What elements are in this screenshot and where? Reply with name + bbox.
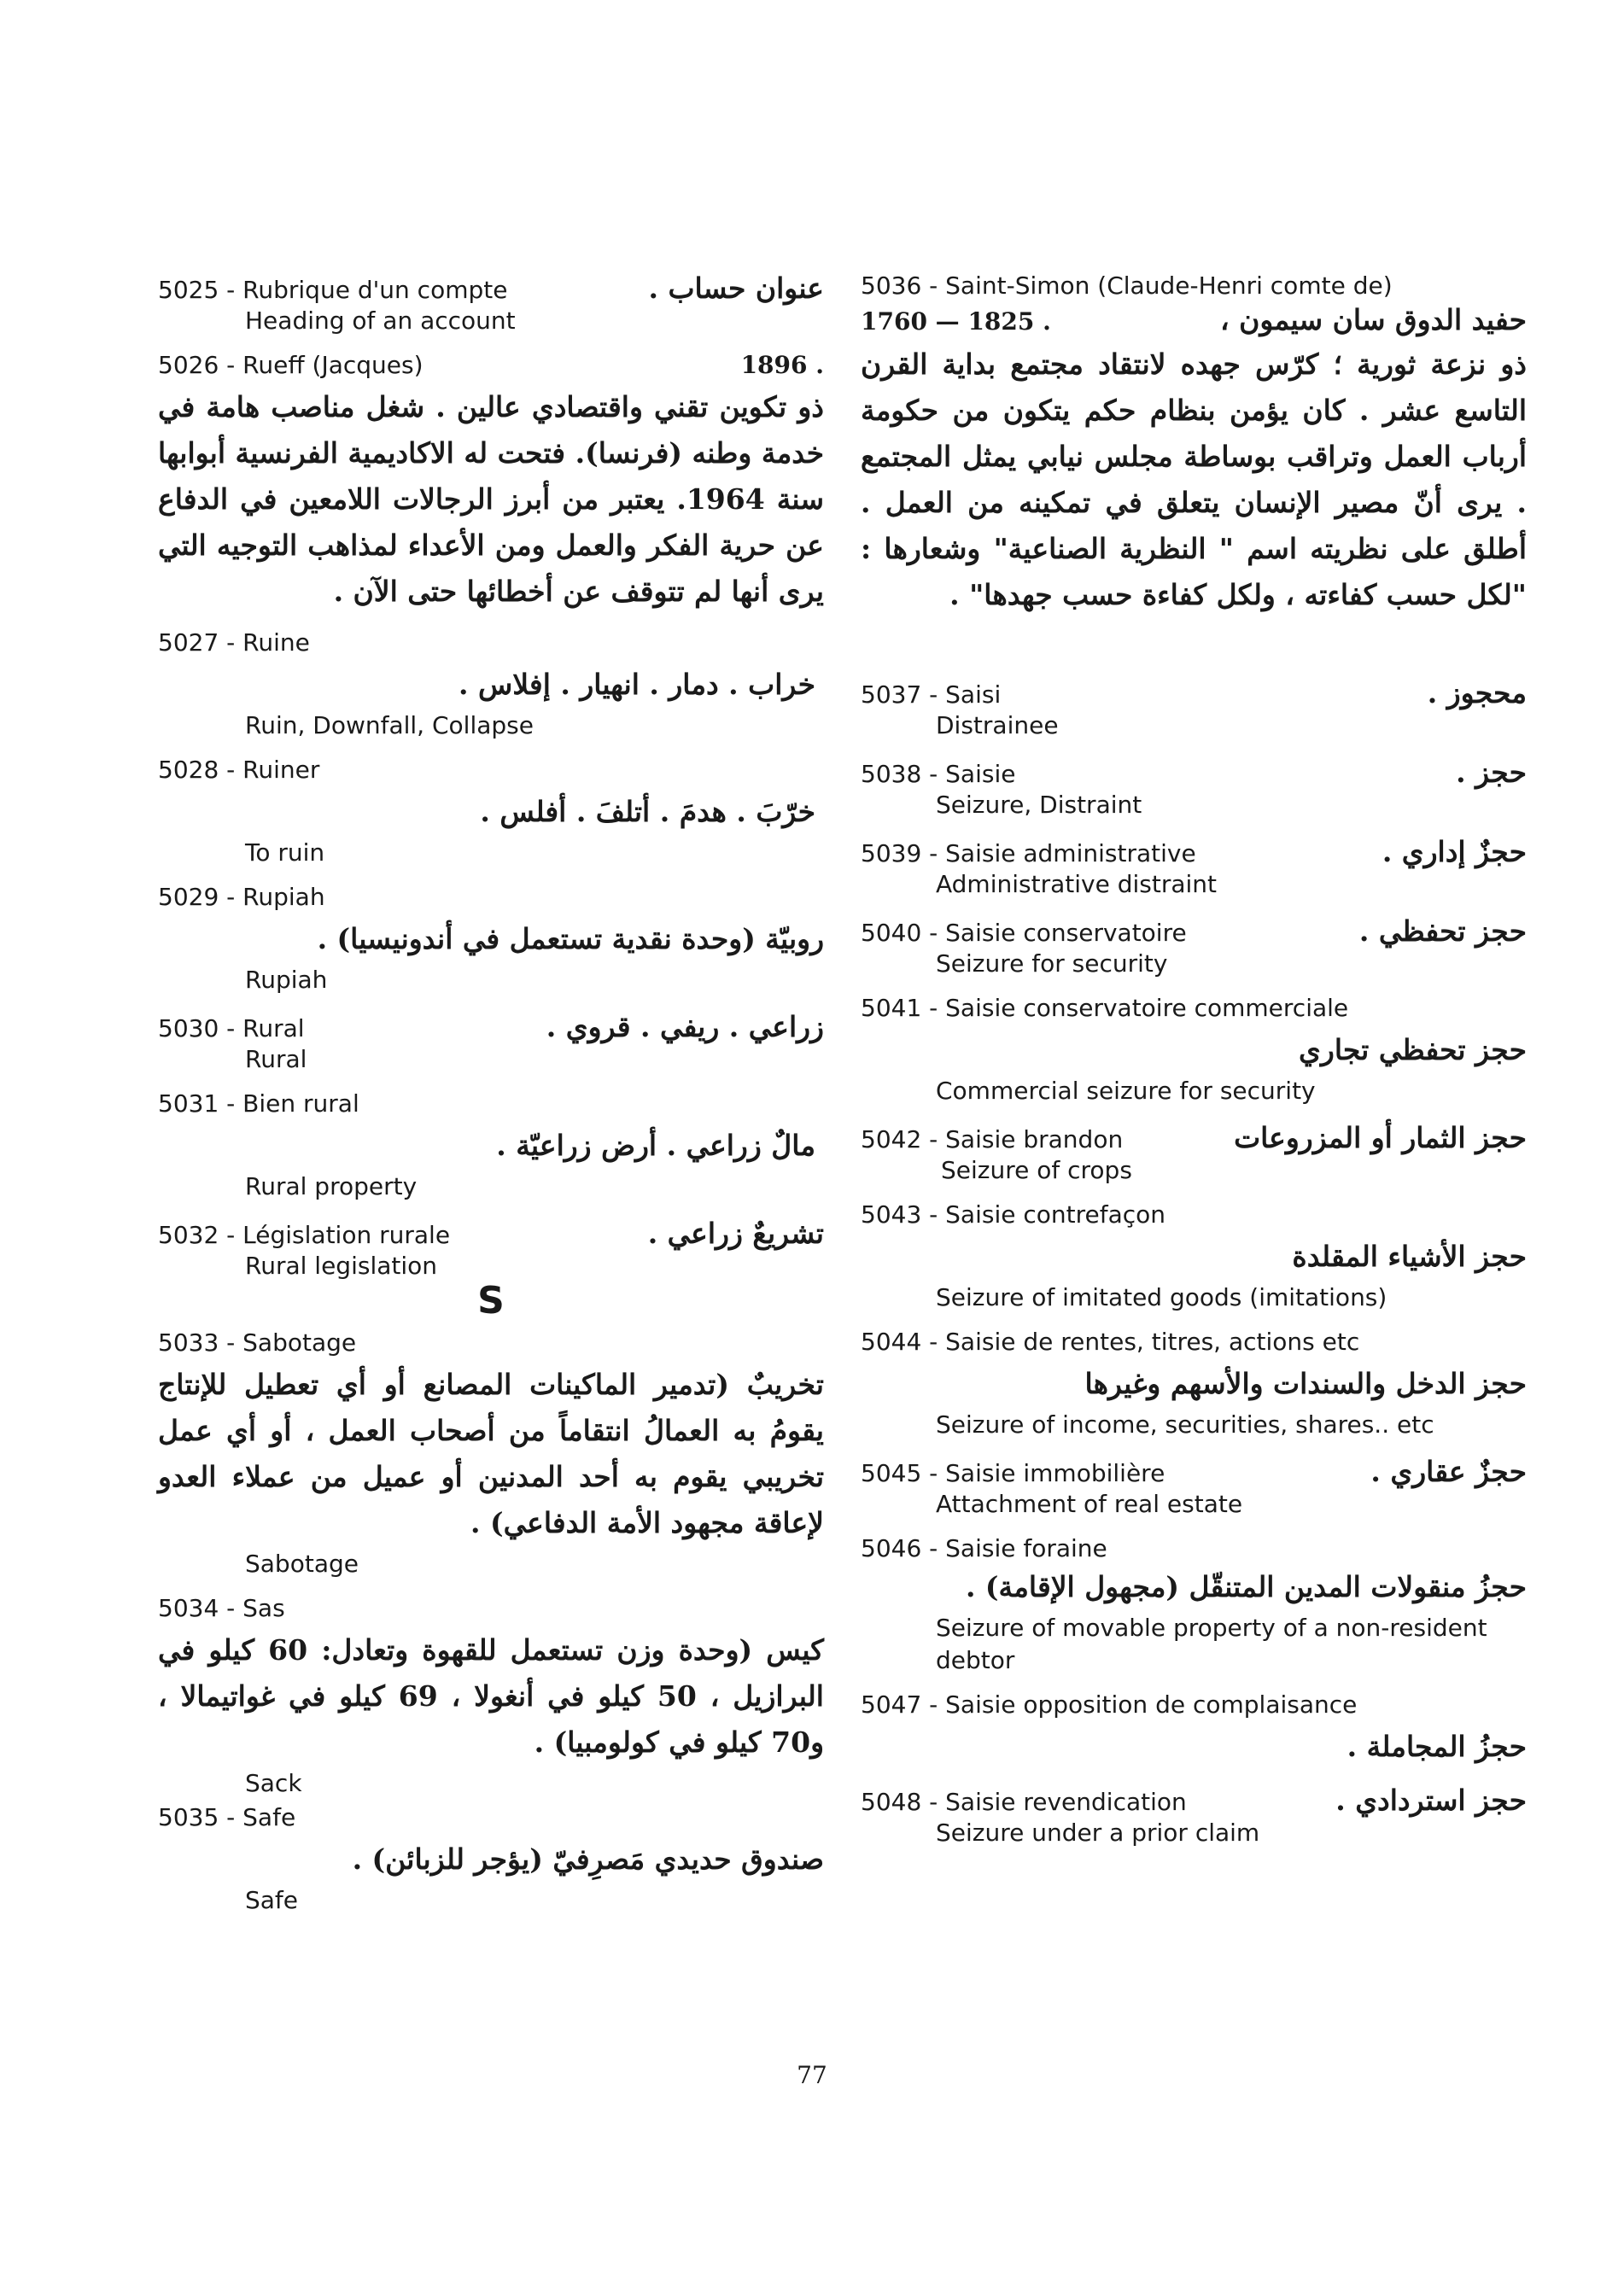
entry-arabic: حجز . bbox=[1456, 756, 1527, 789]
entry-english: Rural legislation bbox=[245, 1252, 438, 1280]
entry-arabic: حجز استردادي . bbox=[1335, 1784, 1527, 1817]
entry-term: 5026 - Rueff (Jacques) bbox=[158, 351, 424, 379]
entry-term: 5047 - Saisie opposition de complaisance bbox=[861, 1690, 1358, 1719]
entry-term: 5028 - Ruiner bbox=[158, 756, 320, 784]
entry-arabic: مالٌ زراعي . أرض زراعيّة . bbox=[496, 1129, 815, 1162]
entry-term: 5033 - Sabotage bbox=[158, 1328, 357, 1357]
spacer bbox=[861, 632, 1527, 676]
entry-5048 bbox=[861, 1784, 1527, 1849]
entry-term: 5025 - Rubrique d'un compte bbox=[158, 276, 508, 304]
entry-arabic: زراعي . ريفي . قروي . bbox=[546, 1010, 824, 1043]
entry-english: Seizure of imitated goods (imitations) bbox=[936, 1283, 1387, 1311]
entry-arabic: ذو تكوين تقني واقتصادي عالين . شغل مناصب هامة في خدمة وطنه (فرنسا). فتحت له الاكاديمية الفرنسية أبوابها سنة 1964. يعتبر من أبرز الرجالات اللامعين في الدفاع عن حرية الفكر والعمل ومن الأعداء لمذاهب التوجيه التي يرى أنها لم تتوقف عن أخطائها حتى الآن . bbox=[158, 390, 825, 608]
entry-term: 5030 - Rural bbox=[158, 1014, 305, 1042]
entry-arabic: عنوان حساب . bbox=[648, 272, 824, 305]
entry-arabic: حجز تحفظي تجاري bbox=[1299, 1033, 1527, 1066]
entry-term: 5027 - Ruine bbox=[158, 628, 310, 657]
entry-5036 bbox=[861, 272, 1527, 618]
entry-arabic: محجوز . bbox=[1427, 676, 1527, 709]
entry-english: Safe bbox=[245, 1886, 299, 1914]
entry-term: 5035 - Safe bbox=[158, 1803, 296, 1831]
page-number: 77 bbox=[797, 2061, 827, 2089]
entry-5028 bbox=[158, 756, 824, 869]
entry-english: Commercial seizure for security bbox=[936, 1077, 1316, 1105]
entry-5042 bbox=[861, 1121, 1527, 1187]
entry-arabic-head: حفيد الدوق سان سيمون ، bbox=[1220, 303, 1527, 336]
entry-5037 bbox=[861, 676, 1527, 742]
entry-arabic: كيس (وحدة وزن تستعمل للقهوة وتعادل: 60 كيلو في البرازيل ، 50 كيلو في أنغولا ، 69 كيلو في غواتيمالا ، و70 كيلو في كولومبيا) . bbox=[158, 1633, 824, 1759]
entry-english: Seizure of movable property of a non-resident debtor bbox=[936, 1614, 1487, 1674]
entry-term: 5043 - Saisie contrefaçon bbox=[861, 1200, 1166, 1229]
entry-5041 bbox=[861, 994, 1527, 1107]
entry-5046 bbox=[861, 1534, 1527, 1677]
entry-5047 bbox=[861, 1690, 1527, 1770]
entry-arabic: حجز الدخل والسندات والأسهم وغيرها bbox=[1084, 1367, 1527, 1400]
entry-arabic: ذو نزعة ثورية ؛ كرّس جهده لانتقاد مجتمع بداية القرن التاسع عشر . كان يؤمن بنظام حكم يتكون من حكومة أرباب العمل وتراقب بوساطة مجلس نيابي يمثل المجتمع . يرى أنّ مصير الإنسان يتعلق في تمكينه من العمل . أطلق على نظريته اسم " النظرية الصناعية" وشعارها : "لكل حسب كفاءته ، ولكل كفاءة حسب جهدها" . bbox=[861, 347, 1527, 611]
section-letter: S bbox=[477, 1279, 505, 1323]
entry-english: To ruin bbox=[245, 838, 325, 867]
entry-5040 bbox=[861, 914, 1527, 980]
entry-english: Attachment of real estate bbox=[936, 1490, 1243, 1518]
entry-term: 5031 - Bien rural bbox=[158, 1089, 359, 1118]
entry-term: 5045 - Saisie immobilière bbox=[861, 1459, 1165, 1487]
entry-arabic: تشريعٌ زراعي . bbox=[647, 1217, 824, 1250]
entry-arabic: حجزٌ إداري . bbox=[1382, 835, 1527, 868]
left-column bbox=[158, 272, 824, 1930]
entry-english: Heading of an account bbox=[245, 307, 516, 335]
entry-5044 bbox=[861, 1328, 1527, 1441]
entry-term: 5029 - Rupiah bbox=[158, 883, 325, 911]
entry-english: Seizure of crops bbox=[941, 1156, 1132, 1184]
entry-term: 5044 - Saisie de rentes, titres, actions etc bbox=[861, 1328, 1360, 1356]
entry-term: 5040 - Saisie conservatoire bbox=[861, 919, 1187, 947]
entry-english: Distrainee bbox=[936, 711, 1059, 739]
entry-5025 bbox=[158, 272, 824, 337]
entry-arabic-date: . 1896 bbox=[740, 351, 824, 379]
entry-arabic-date: . 1825 — 1760 bbox=[861, 307, 1051, 336]
entry-english: Seizure for security bbox=[936, 949, 1168, 978]
entry-arabic: حجزُ منقولات المدين المتنقّل (مجهول الإقامة) . bbox=[965, 1570, 1527, 1603]
entry-term: 5036 - Saint-Simon (Claude-Henri comte de) bbox=[861, 272, 1393, 300]
entry-5026 bbox=[158, 351, 824, 615]
entry-5032 bbox=[158, 1217, 824, 1282]
entry-term: 5038 - Saisie bbox=[861, 760, 1016, 788]
entry-english: Rupiah bbox=[245, 966, 328, 994]
entry-arabic: حجز تحفظي . bbox=[1358, 914, 1527, 948]
entry-term: 5042 - Saisie brandon bbox=[861, 1125, 1124, 1153]
entry-5045 bbox=[861, 1455, 1527, 1521]
entry-5029 bbox=[158, 883, 824, 996]
entry-english: Administrative distraint bbox=[936, 870, 1217, 898]
entry-5039 bbox=[861, 835, 1527, 901]
entry-5035 bbox=[158, 1803, 824, 1917]
entry-term: 5039 - Saisie administrative bbox=[861, 839, 1196, 867]
entry-english: Seizure, Distraint bbox=[936, 791, 1142, 819]
entry-term: 5046 - Saisie foraine bbox=[861, 1534, 1107, 1562]
entry-english: Seizure of income, securities, shares.. etc bbox=[936, 1410, 1434, 1439]
entry-arabic: حجزٌ عقاري . bbox=[1370, 1455, 1527, 1488]
entry-5033 bbox=[158, 1328, 824, 1580]
entry-term: 5034 - Sas bbox=[158, 1594, 285, 1622]
entry-5043 bbox=[861, 1200, 1527, 1314]
entry-arabic: حجز الثمار أو المزروعات bbox=[1234, 1121, 1527, 1154]
entry-arabic: خراب . دمار . انهيار . إفلاس . bbox=[458, 668, 815, 701]
entry-english: Rural bbox=[245, 1045, 307, 1073]
entry-term: 5032 - Législation rurale bbox=[158, 1221, 451, 1249]
entry-english: Sack bbox=[245, 1769, 302, 1797]
entry-arabic: تخريبٌ (تدمير الماكينات المصانع أو أي تعطيل للإنتاج يقومُ به العمالُ انتقاماً من أصحاب العمل ، أو أي عمل تخريبي يقوم به أحد المدنين أو عميل من عملاء العدو لإعاقة مجهود الأمة الدفاعي) . bbox=[158, 1368, 824, 1539]
entry-arabic: صندوق حديدي مَصرِفيّ (يؤجر للزبائن) . bbox=[352, 1842, 824, 1876]
entry-english: Rural property bbox=[245, 1172, 418, 1200]
entry-arabic: حجز الأشياء المقلدة bbox=[1292, 1240, 1527, 1273]
entry-term: 5048 - Saisie revendication bbox=[861, 1788, 1187, 1816]
entry-5030 bbox=[158, 1010, 824, 1076]
entry-term: 5041 - Saisie conservatoire commerciale bbox=[861, 994, 1349, 1022]
entry-arabic: خرّبَ . هدمَ . أتلفَ . أفلس . bbox=[480, 795, 815, 828]
entry-arabic: روبيّة (وحدة نقدية تستعمل في أندونيسيا) . bbox=[317, 922, 824, 955]
right-column bbox=[861, 272, 1527, 1863]
entry-term: 5037 - Saisi bbox=[861, 680, 1002, 709]
entry-5038 bbox=[861, 756, 1527, 821]
entry-arabic: حجزُ المجاملة . bbox=[1347, 1730, 1527, 1763]
entry-english: Seizure under a prior claim bbox=[936, 1819, 1260, 1847]
entry-english: Ruin, Downfall, Collapse bbox=[245, 711, 534, 739]
entry-5027 bbox=[158, 628, 824, 742]
entry-5031 bbox=[158, 1089, 824, 1203]
entry-english: Sabotage bbox=[245, 1550, 359, 1578]
entry-5034 bbox=[158, 1594, 824, 1800]
